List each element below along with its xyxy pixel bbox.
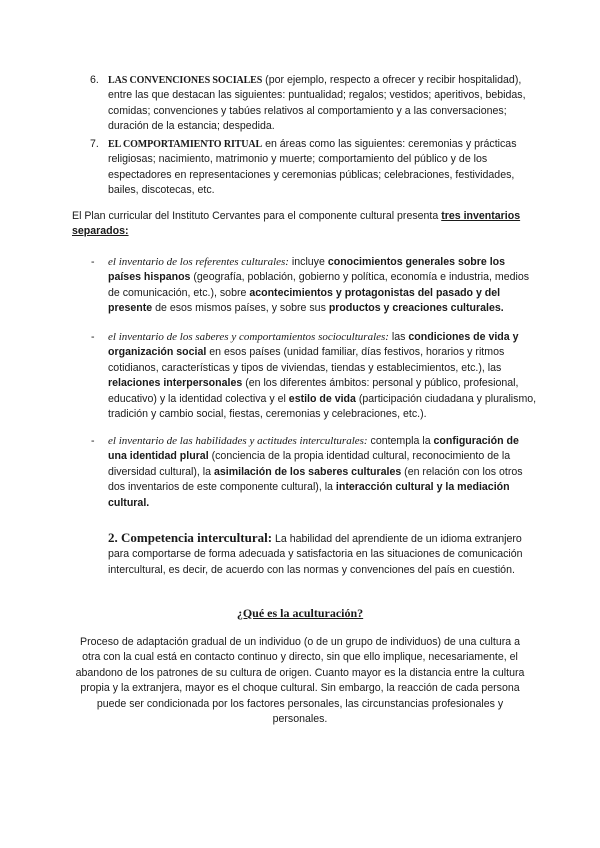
list-number: 6. bbox=[90, 74, 99, 86]
inventory-title: el inventario de los saberes y comportamientos socioculturales: bbox=[108, 331, 389, 343]
aculturacion-paragraph: Proceso de adaptación gradual de un individuo (o de un grupo de individuos) de una cultura a otra con la cual está en contacto continuo y directo, sin que ello implique, necesariamente, el abandono de los patrones de su cultura de origen. Cuanto mayor es la distancia entre la cultura propia y la extranjera, mayor es el choque cultural. Sin embargo, la reacción de cada persona puede ser condicionada por los factores personales, las circunstancias profesionales y personales. bbox=[75, 636, 525, 726]
inventory-bold: condiciones de vida y organización social bbox=[108, 331, 519, 359]
dash-marker: - bbox=[91, 331, 95, 343]
inventory-bold: conocimientos generales sobre los países hispanos bbox=[108, 256, 506, 284]
list-item-convenciones-sociales bbox=[90, 73, 538, 135]
inventory-text: (geografía, población, gobierno y política, economía e industria, medios de comunicación, etc.), sobre bbox=[108, 271, 530, 299]
competencia-intercultural-paragraph bbox=[108, 530, 538, 578]
dash-marker: - bbox=[91, 256, 95, 268]
inventory-text: contempla la bbox=[367, 435, 434, 447]
list-item-comportamiento-ritual bbox=[90, 137, 538, 199]
inventory-bold: configuración de una identidad plural bbox=[108, 435, 519, 463]
intro-text: El Plan curricular del Instituto Cervantes para el componente cultural presenta bbox=[72, 210, 442, 222]
aculturacion-title: ¿Qué es la aculturación? bbox=[236, 606, 364, 620]
list-item-title: LAS CONVENCIONES SOCIALES bbox=[108, 75, 263, 86]
inventory-title: el inventario de los referentes culturales: bbox=[108, 256, 289, 268]
dash-marker: - bbox=[91, 435, 95, 447]
inventory-bold: relaciones interpersonales bbox=[108, 377, 243, 390]
inventory-bold: acontecimientos y protagonistas del pasado y del presente bbox=[108, 286, 501, 315]
inventory-text: de esos mismos países, y sobre sus bbox=[152, 302, 329, 315]
inventory-text: (en relación con los otros dos inventarios de este componente cultural), la bbox=[108, 465, 523, 494]
intro-paragraph bbox=[72, 209, 532, 240]
inventory-bold: estilo de vida bbox=[288, 392, 356, 405]
inventory-referentes-culturales bbox=[91, 255, 538, 317]
inventory-habilidades-actitudes bbox=[91, 434, 538, 511]
inventory-text: (participación ciudadana y pluralismo, tradición y cambio social, fiestas, ceremonias y celebraciones, etc.). bbox=[108, 392, 537, 421]
list-item-title: EL COMPORTAMIENTO RITUAL bbox=[108, 139, 263, 150]
inventory-text: (en los diferentes ámbitos: personal y público, profesional, educativo) y la identidad colectiva y el bbox=[108, 377, 519, 405]
list-item-text: en áreas como las siguientes: ceremonias y prácticas religiosas; nacimiento, matrimonio y muerte; comportamiento del público y de los espectadores en representaciones y ceremonias públicas; celebraciones, festividades, bailes, discotecas, etc. bbox=[108, 138, 517, 197]
list-item-text: (por ejemplo, respecto a ofrecer y recibir hospitalidad), entre las que destacan las siguientes: puntualidad; regalos; vestidos; aperitivos, bebidas, comidas; convenciones y tabúes relativos al comportamiento y a las conversaciones; duración de la estancia; despedida. bbox=[108, 74, 526, 133]
inventory-bold: asimilación de los saberes culturales bbox=[213, 465, 402, 478]
inventory-bold: productos y creaciones culturales. bbox=[328, 302, 504, 315]
section-text: La habilidad del aprendiente de un idioma extranjero para comportarse de forma adecuada y satisfactoria en las situaciones de comunicación intercultural, es decir, de acuerdo con las normas y convenciones del país en cuestión. bbox=[108, 533, 523, 576]
inventory-text: incluye bbox=[288, 256, 328, 268]
inventory-bold: interacción cultural y la mediación cultural. bbox=[108, 481, 510, 509]
section-heading: 2. Competencia intercultural: bbox=[108, 530, 273, 545]
inventory-title: el inventario de las habilidades y actitudes interculturales: bbox=[108, 435, 368, 447]
inventory-text: en esos países (unidad familiar, días festivos, horarios y ritmos cotidianos, características y tipos de viviendas, tiendas y establecimientos, etc.), las bbox=[108, 346, 505, 374]
intro-highlight: tres inventarios separados: bbox=[72, 210, 521, 238]
inventory-saberes-comportamientos bbox=[91, 330, 538, 422]
inventory-text: (conciencia de la propia identidad cultural, reconocimiento de la diversidad cultural), la bbox=[108, 450, 511, 478]
inventory-text: las bbox=[388, 331, 409, 343]
list-number: 7. bbox=[90, 138, 99, 150]
